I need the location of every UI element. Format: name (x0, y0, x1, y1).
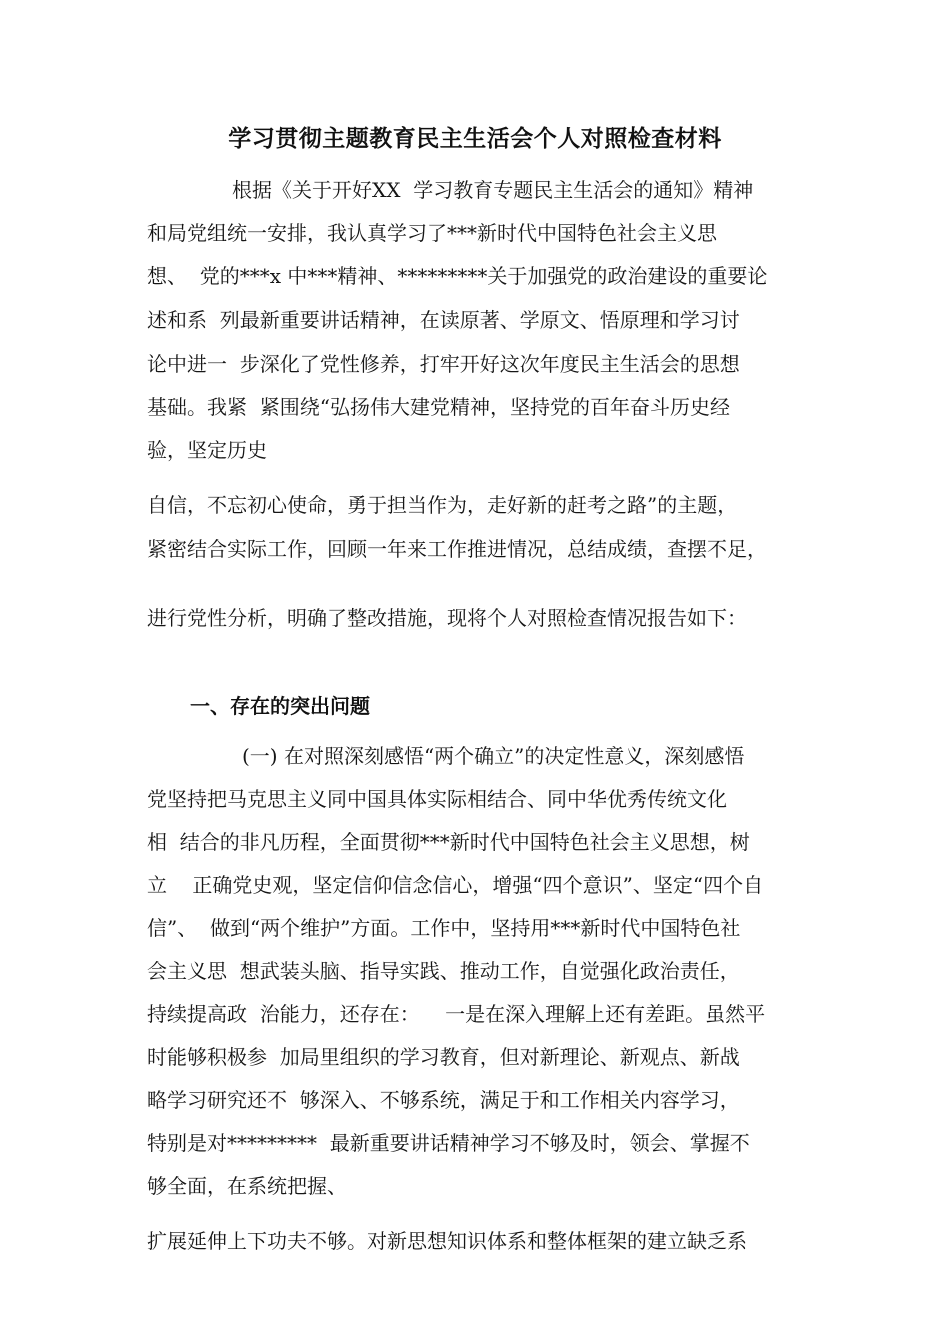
intro-line-6: 基础。我紧 紧围绕“弘扬伟大建党精神，坚持党的百年奋斗历史经 (147, 395, 730, 419)
section-line-4: 立 正确党史观，坚定信仰信念信心，增强“四个意识”、坚定“四个自 (147, 873, 764, 897)
document-title: 学习贯彻主题教育民主生活会个人对照检查材料 (228, 126, 722, 152)
intro-line-9: 紧密结合实际工作，回顾一年来工作推进情况，总结成绩，查摆不足， (147, 537, 767, 561)
section-line-1: (一) 在对照深刻感悟“两个确立”的决定性意义，深刻感悟 (242, 744, 745, 768)
intro-line-8: 自信，不忘初心使命，勇于担当作为，走好新的赶考之路”的主题， (147, 493, 738, 517)
intro-line-2: 和局党组统一安排，我认真学习了***新时代中国特色社会主义思 (147, 221, 717, 245)
section-line-11: 够全面，在系统把握、 (147, 1174, 347, 1198)
section-line-6: 会主义思 想武装头脑、指导实践、推动工作，自觉强化政治责任， (147, 959, 740, 983)
section-heading: 一、存在的突出问题 (190, 694, 370, 718)
section-line-9: 略学习研究还不 够深入、不够系统，满足于和工作相关内容学习， (147, 1088, 740, 1112)
intro-line-5: 论中进一 步深化了党性修养，打牢开好这次年度民主生活会的思想 (147, 352, 740, 376)
section-line-3: 相 结合的非凡历程，全面贯彻***新时代中国特色社会主义思想，树 (147, 830, 750, 854)
intro-line-3: 想、 党的***x 中***精神、*********关于加强党的政治建设的重要论 (147, 264, 768, 288)
section-line-2: 党坚持把马克思主义同中国具体实际相结合、同中华优秀传统文化 (147, 787, 727, 811)
section-line-7: 持续提高政 治能力，还存在： 一是在深入理解上还有差距。虽然平 (147, 1002, 766, 1026)
section-line-12: 扩展延伸上下功夫不够。对新思想知识体系和整体框架的建立缺乏系 (147, 1229, 747, 1253)
intro-line-7: 验，坚定历史 (147, 438, 267, 462)
intro-line-1: 根据《关于开好XX 学习教育专题民主生活会的通知》精神 (232, 178, 754, 202)
section-line-8: 时能够积极参 加局里组织的学习教育，但对新理论、新观点、新战 (147, 1045, 740, 1069)
intro-line-10: 进行党性分析，明确了整改措施，现将个人对照检查情况报告如下： (147, 606, 747, 630)
section-line-5: 信”、 做到“两个维护”方面。工作中，坚持用***新时代中国特色社 (147, 916, 741, 940)
intro-line-4: 述和系 列最新重要讲话精神，在读原著、学原文、悟原理和学习讨 (147, 308, 740, 332)
section-line-10: 特别是对********* 最新重要讲话精神学习不够及时，领会、掌握不 (147, 1131, 750, 1155)
